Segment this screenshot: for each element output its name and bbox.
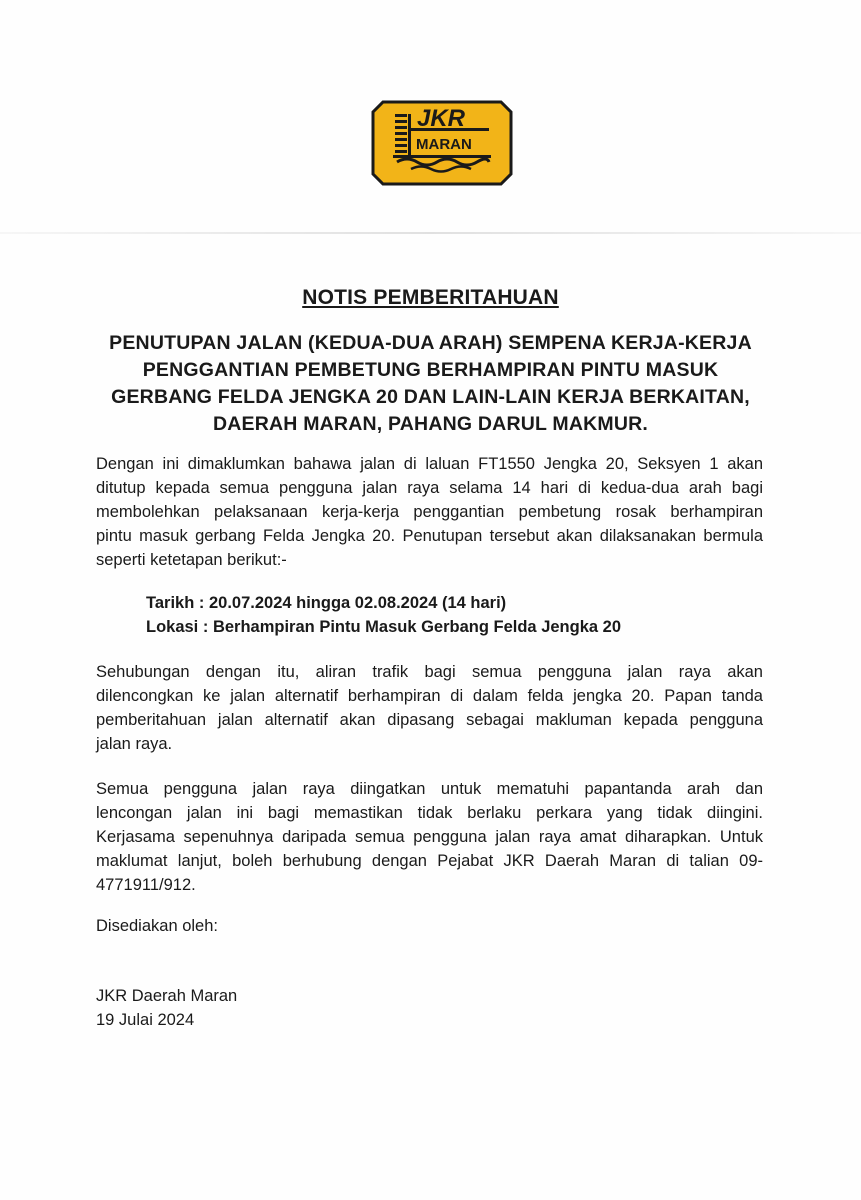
paragraph-line: lencongan jalan ini bagi memastikan tidak berlaku perkara yang tidak diingini. bbox=[96, 804, 763, 822]
svg-text:MARAN: MARAN bbox=[416, 136, 472, 153]
paragraph-line: pemberitahuan jalan alternatif akan dipasang sebagai makluman kepada pengguna bbox=[96, 711, 763, 729]
jkr-maran-logo bbox=[371, 100, 513, 186]
jkr-emblem-icon bbox=[371, 100, 513, 186]
paragraph-line: maklumat lanjut, boleh berhubung dengan Pejabat JKR Daerah Maran di talian 09- bbox=[96, 852, 763, 870]
paragraph-traffic-diversion bbox=[96, 660, 763, 756]
paragraph-line: membolehkan pelaksanaan kerja-kerja penggantian pembetung rosak berhampiran bbox=[96, 503, 763, 521]
prepared-by-label: Disediakan oleh: bbox=[96, 917, 218, 935]
signature-block bbox=[96, 984, 237, 1032]
subject-line: PENGGANTIAN PEMBETUNG BERHAMPIRAN PINTU MASUK bbox=[142, 359, 719, 381]
paragraph-line: dilencongkan ke jalan alternatif berhampiran di dalam felda jengka 20. Papan tanda bbox=[96, 687, 763, 705]
svg-text:JKR: JKR bbox=[417, 105, 466, 132]
paragraph-line: 4771911/912. bbox=[96, 876, 196, 894]
closure-details bbox=[146, 591, 621, 639]
location-value: Berhampiran Pintu Masuk Gerbang Felda Jengka 20 bbox=[212, 618, 621, 636]
paragraph-closure-announcement bbox=[96, 452, 763, 572]
paragraph-reminder-contact bbox=[96, 777, 763, 897]
notice-subject bbox=[90, 330, 771, 438]
location-row bbox=[146, 615, 621, 639]
paragraph-line: ditutup kepada semua pengguna jalan raya selama 14 hari di kedua-dua arah bagi bbox=[96, 479, 763, 497]
paragraph-line: Kerjasama sepenuhnya daripada semua pengguna jalan raya amat diharapkan. Untuk bbox=[96, 828, 763, 846]
paragraph-line: Semua pengguna jalan raya diingatkan untuk mematuhi papantanda arah dan bbox=[96, 780, 763, 798]
paragraph-line: Sehubungan dengan itu, aliran trafik bagi semua pengguna jalan raya akan bbox=[96, 663, 763, 681]
subject-line: DAERAH MARAN, PAHANG DARUL MAKMUR. bbox=[212, 413, 649, 435]
date-label: Tarikh : bbox=[146, 594, 205, 612]
subject-line: PENUTUPAN JALAN (KEDUA-DUA ARAH) SEMPENA KERJA-KERJA bbox=[109, 332, 752, 354]
paragraph-line: jalan raya. bbox=[96, 735, 173, 753]
paragraph-line: Dengan ini dimaklumkan bahawa jalan di laluan FT1550 Jengka 20, Seksyen 1 akan bbox=[96, 455, 763, 473]
notice-title: NOTIS PEMBERITAHUAN bbox=[302, 286, 559, 309]
location-label: Lokasi : bbox=[146, 618, 209, 636]
date-value: 20.07.2024 hingga 02.08.2024 (14 hari) bbox=[208, 594, 507, 612]
signature-date: 19 Julai 2024 bbox=[96, 1011, 195, 1029]
paragraph-line: seperti ketetapan berikut:- bbox=[96, 551, 287, 569]
date-row bbox=[146, 591, 621, 615]
paragraph-line: pintu masuk gerbang Felda Jengka 20. Penutupan tersebut akan dilaksanakan bermula bbox=[96, 527, 763, 545]
subject-line: GERBANG FELDA JENGKA 20 DAN LAIN-LAIN KERJA BERKAITAN, bbox=[111, 386, 750, 408]
signature-office: JKR Daerah Maran bbox=[96, 987, 238, 1005]
header-divider bbox=[0, 232, 861, 234]
